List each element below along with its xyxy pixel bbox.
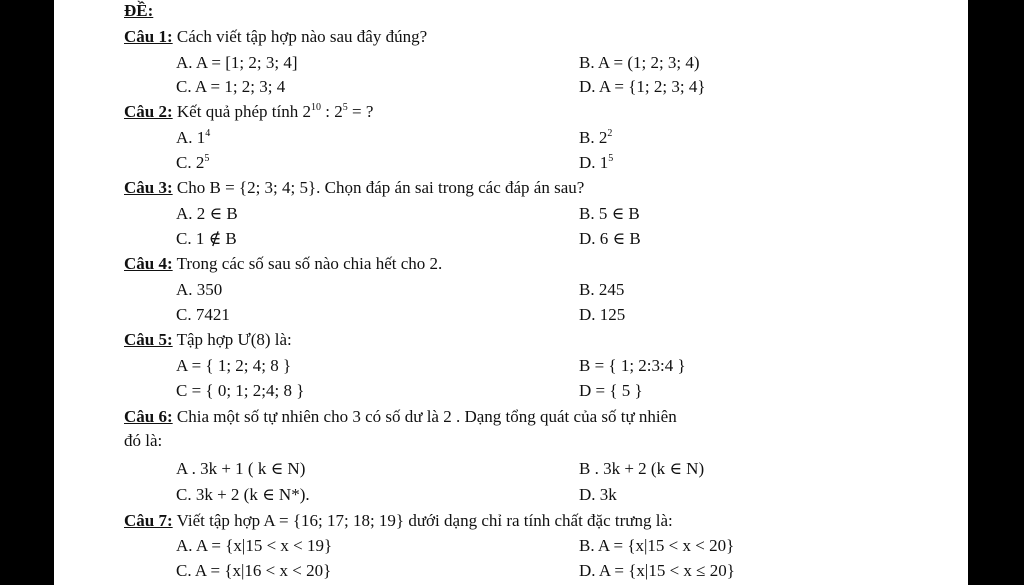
option-b: B. $2^2$ <box>579 128 613 147</box>
question-5 <box>124 329 292 351</box>
question-label: Câu 5: <box>124 330 173 349</box>
option-b: B. A = (1; 2; 3; 4) <box>579 53 700 72</box>
option-d: D. $1^5$ <box>579 153 614 172</box>
option-b: B. 5 ∈ B <box>579 204 640 223</box>
exam-page <box>54 0 968 585</box>
option-d: D. A = {1; 2; 3; 4} <box>579 77 706 96</box>
option-d: D. 3k <box>579 485 617 504</box>
option-d: D. A = {x|15 < x ≤ 20} <box>579 561 735 580</box>
question-text: Trong các số sau số nào chia hết cho 2. <box>176 254 443 273</box>
question-label: Câu 1: <box>124 27 173 46</box>
option-b: B. A = {x|15 < x < 20} <box>579 536 735 555</box>
option-a: A . 3k + 1 ( k ∈ N) <box>176 459 306 478</box>
option-c: C. 1 ∉ B <box>176 229 237 248</box>
option-c: C. $2^5$ <box>176 153 210 172</box>
question-label: Câu 7: <box>124 511 173 530</box>
question-label: Câu 6: <box>124 407 173 426</box>
question-4 <box>124 253 442 275</box>
question-label: Câu 2: <box>124 102 173 121</box>
option-b: B = { 1; 2:3:4 } <box>579 356 686 375</box>
option-b: B . 3k + 2 (k ∈ N) <box>579 459 705 478</box>
question-1 <box>124 26 427 48</box>
question-text: Tập hợp Ư(8) là: <box>176 330 292 349</box>
option-d: D. 125 <box>579 305 626 324</box>
question-label: Câu 3: <box>124 178 173 197</box>
question-text: Viết tập hợp A = {16; 17; 18; 19} dưới dạng chỉ ra tính chất đặc trưng là: <box>176 511 673 530</box>
option-a: A = { 1; 2; 4; 8 } <box>176 356 292 375</box>
exam-title: ĐỀ: <box>124 1 154 20</box>
option-a: A. A = [1; 2; 3; 4] <box>176 53 298 72</box>
question-6 <box>124 406 677 428</box>
question-text: Chia một số tự nhiên cho 3 có số dư là 2 . Dạng tổng quát của số tự nhiên <box>176 407 677 426</box>
question-text: Cách viết tập hợp nào sau đây đúng? <box>176 27 428 46</box>
option-d: D. 6 ∈ B <box>579 229 641 248</box>
option-c: C. A = 1; 2; 3; 4 <box>176 77 286 96</box>
question-2 <box>124 101 373 123</box>
question-text: Cho B = {2; 3; 4; 5}. Chọn đáp án sai trong các đáp án sau? <box>176 178 585 197</box>
option-d: D = { 5 } <box>579 381 643 400</box>
question-label: Câu 4: <box>124 254 173 273</box>
question-7 <box>124 510 673 532</box>
option-a: A. A = {x|15 < x < 19} <box>176 536 333 555</box>
option-c: C. 7421 <box>176 305 230 324</box>
option-c: C = { 0; 1; 2;4; 8 } <box>176 381 305 400</box>
question-text-continued: đó là: <box>124 431 163 450</box>
option-b: B. 245 <box>579 280 625 299</box>
option-a: A. 350 <box>176 280 223 299</box>
question-text: Kết quả phép tính $2^{10}$ : $2^5$ = ? <box>176 102 374 121</box>
option-a: A. $1^4$ <box>176 128 211 147</box>
question-3 <box>124 177 584 199</box>
option-c: C. 3k + 2 (k ∈ N*). <box>176 485 310 504</box>
option-a: A. 2 ∈ B <box>176 204 238 223</box>
option-c: C. A = {x|16 < x < 20} <box>176 561 332 580</box>
